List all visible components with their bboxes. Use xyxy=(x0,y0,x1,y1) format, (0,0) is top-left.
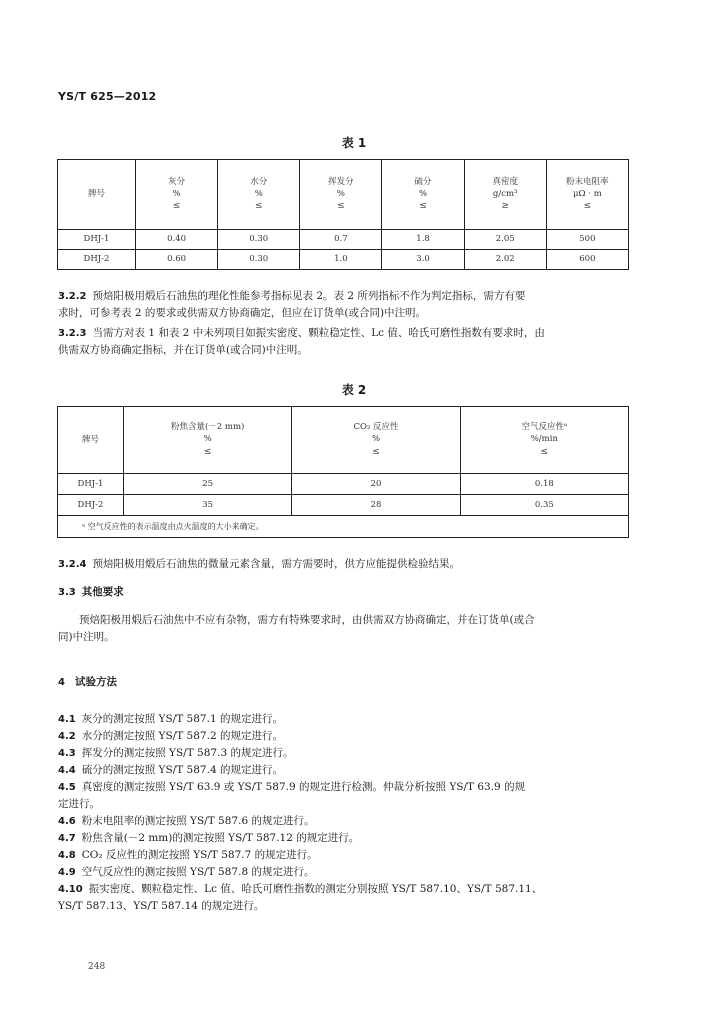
grade-cell: DHJ-2 xyxy=(58,495,124,516)
col-sym: ≥ xyxy=(501,201,509,212)
value-cell: 0.60 xyxy=(136,250,218,270)
clause-number: 4.6 xyxy=(58,816,76,827)
table1 xyxy=(57,159,629,270)
item-text: 硫分的测定按照 YS/T 587.4 的规定进行。 xyxy=(81,764,283,776)
table1-col-density xyxy=(464,160,546,230)
clause-number: 4.4 xyxy=(58,765,76,776)
value-cell: 0.35 xyxy=(460,495,628,516)
table2-note-row xyxy=(58,516,629,538)
table-row xyxy=(58,495,629,516)
table1-col-volatile xyxy=(300,160,382,230)
list-item xyxy=(58,728,634,745)
col-sym: ≤ xyxy=(172,201,181,212)
col-unit: % xyxy=(371,434,381,445)
col-name: 粉焦含量(－2 mm) xyxy=(170,422,245,433)
value-cell: 28 xyxy=(292,495,460,516)
clause-number: 4.5 xyxy=(58,782,76,793)
paragraph-text: 预焙阳极用煅后石油焦的理化性能参考指标见表 2。表 2 所列指标不作为判定指标，需方有要 xyxy=(92,290,526,302)
col-name: 灰分 xyxy=(168,176,186,187)
item-text: 挥发分的测定按照 YS/T 587.3 的规定进行。 xyxy=(81,747,294,759)
col-sym: ≤ xyxy=(540,446,549,457)
table2-header-row xyxy=(58,407,629,474)
clause-number: 4.7 xyxy=(58,833,76,844)
clause-number: 3.2.2 xyxy=(58,291,87,302)
page-number: 248 xyxy=(88,962,106,972)
clause-number: 3.2.4 xyxy=(58,559,87,570)
paragraph-3-2-2 xyxy=(58,288,634,322)
col-sym: ≤ xyxy=(583,201,592,212)
value-cell: 0.30 xyxy=(218,230,300,250)
grade-cell: DHJ-1 xyxy=(58,230,136,250)
col-unit: % xyxy=(254,188,263,199)
clause-number: 4.3 xyxy=(58,748,76,759)
paragraph-text: 同)中注明。 xyxy=(58,631,115,643)
value-cell: 35 xyxy=(124,495,292,516)
table1-caption: 表 1 xyxy=(341,136,367,150)
value-cell: 2.02 xyxy=(464,250,546,270)
paragraph-text: 求时，可参考表 2 的要求或供需双方协商确定，但应在订货单(或合同)中注明。 xyxy=(58,307,427,319)
section-title: 其他要求 xyxy=(81,586,124,598)
list-item xyxy=(58,813,634,830)
table2-header-grade: 牌号 xyxy=(58,407,124,474)
value-cell: 20 xyxy=(292,474,460,495)
clause-number: 3.2.3 xyxy=(58,328,87,339)
item-text: CO₂ 反应性的测定按照 YS/T 587.7 的规定进行。 xyxy=(81,849,318,861)
value-cell: 1.8 xyxy=(382,230,464,250)
clause-number: 4.2 xyxy=(58,731,76,742)
list-item xyxy=(58,779,634,796)
col-sym: ≤ xyxy=(337,201,345,212)
col-name: 空气反应性ᵃ xyxy=(521,422,568,433)
clause-number: 4.9 xyxy=(58,867,76,878)
value-cell: 0.7 xyxy=(300,230,382,250)
item-text: 粉焦含量(－2 mm)的测定按照 YS/T 587.12 的规定进行。 xyxy=(81,832,360,844)
table2-col-co2 xyxy=(292,407,460,474)
grade-cell: DHJ-1 xyxy=(58,474,124,495)
col-name: 硫分 xyxy=(414,176,432,187)
paragraph-text: 预焙阳极用煅后石油焦中不应有杂物，需方有特殊要求时，由供需双方协商确定，并在订货单(或合 xyxy=(79,614,535,626)
table1-col-moisture xyxy=(218,160,300,230)
table2-col-fines xyxy=(124,407,292,474)
list-item xyxy=(58,762,634,779)
clause-number: 4.10 xyxy=(58,884,83,895)
value-cell: 25 xyxy=(124,474,292,495)
value-cell: 3.0 xyxy=(382,250,464,270)
section-3-3-heading xyxy=(58,584,634,601)
item-continuation: YS/T 587.13、YS/T 587.14 的规定进行。 xyxy=(58,900,265,912)
table2-col-air xyxy=(460,407,628,474)
value-cell: 1.0 xyxy=(300,250,382,270)
section-title: 试验方法 xyxy=(74,676,117,688)
item-text: 真密度的测定按照 YS/T 63.9 或 YS/T 587.9 的规定进行检测。仲裁分析按照 YS/T 63.9 的规 xyxy=(81,781,526,793)
list-item xyxy=(58,881,634,898)
table1-col-resistivity xyxy=(546,160,628,230)
list-item xyxy=(58,847,634,864)
col-unit: g/cm³ xyxy=(492,188,518,199)
col-name: 水分 xyxy=(250,176,268,187)
col-sym: ≤ xyxy=(203,446,212,457)
col-sym: ≤ xyxy=(372,446,380,457)
section-number: 4 xyxy=(58,677,65,688)
section-number: 3.3 xyxy=(58,587,76,598)
col-name: 粉末电阻率 xyxy=(566,176,609,187)
table2-caption: 表 2 xyxy=(341,383,367,397)
col-unit: % xyxy=(172,188,181,199)
list-item xyxy=(58,745,634,762)
col-sym: ≤ xyxy=(419,201,427,212)
item-text: 空气反应性的测定按照 YS/T 587.8 的规定进行。 xyxy=(81,866,315,878)
table-row xyxy=(58,230,629,250)
item-text: 水分的测定按照 YS/T 587.2 的规定进行。 xyxy=(81,730,283,742)
list-item xyxy=(58,711,634,728)
value-cell: 0.40 xyxy=(136,230,218,250)
value-cell: 600 xyxy=(546,250,628,270)
table2-footnote: ᵃ 空气反应性的表示温度由点火温度的大小来确定。 xyxy=(58,516,629,538)
col-name: 真密度 xyxy=(492,176,518,187)
section-4-heading xyxy=(58,674,634,691)
col-name: 挥发分 xyxy=(328,176,354,187)
table1-col-sulfur xyxy=(382,160,464,230)
table1-col-ash xyxy=(136,160,218,230)
paragraph-3-2-3 xyxy=(58,325,634,359)
value-cell: 0.30 xyxy=(218,250,300,270)
item-continuation: 定进行。 xyxy=(58,798,100,810)
list-item xyxy=(58,830,634,847)
section-3-3-body xyxy=(58,612,634,646)
col-unit: % xyxy=(336,188,345,199)
paragraph-text: 当需方对表 1 和表 2 中未列项目如振实密度、颗粒稳定性、Lc 值、哈氏可磨性指数有要求时，由 xyxy=(92,327,545,339)
table-row xyxy=(58,474,629,495)
paragraph-3-2-4 xyxy=(58,556,634,573)
paragraph-text: 预焙阳极用煅后石油焦的微量元素含量，需方需要时，供方应能提供检验结果。 xyxy=(92,558,460,570)
col-unit: μΩ · m xyxy=(573,188,602,199)
col-unit: % xyxy=(419,188,428,199)
clause-number: 4.8 xyxy=(58,850,76,861)
value-cell: 500 xyxy=(546,230,628,250)
clause-number: 4.1 xyxy=(58,714,76,725)
value-cell: 2.05 xyxy=(464,230,546,250)
item-text: 灰分的测定按照 YS/T 587.1 的规定进行。 xyxy=(81,713,283,725)
table-row xyxy=(58,250,629,270)
item-text: 粉末电阻率的测定按照 YS/T 587.6 的规定进行。 xyxy=(81,815,315,827)
list-item xyxy=(58,864,634,881)
methods-list xyxy=(58,711,634,915)
table1-header-grade: 牌号 xyxy=(58,160,136,230)
paragraph-text: 供需双方协商确定指标，并在订货单(或合同)中注明。 xyxy=(58,344,308,356)
grade-cell: DHJ-2 xyxy=(58,250,136,270)
value-cell: 0.18 xyxy=(460,474,628,495)
col-unit: % xyxy=(203,434,212,445)
col-unit: %/min xyxy=(530,434,558,445)
table2 xyxy=(57,406,629,538)
table1-header-row xyxy=(58,160,629,230)
col-name: CO₂ 反应性 xyxy=(353,422,399,433)
item-text: 振实密度、颗粒稳定性、Lc 值、哈氏可磨性指数的测定分别按照 YS/T 587.10、YS/T 587.11、 xyxy=(88,883,543,895)
col-sym: ≤ xyxy=(254,201,263,212)
standard-header: YS/T 625—2012 xyxy=(58,90,157,103)
